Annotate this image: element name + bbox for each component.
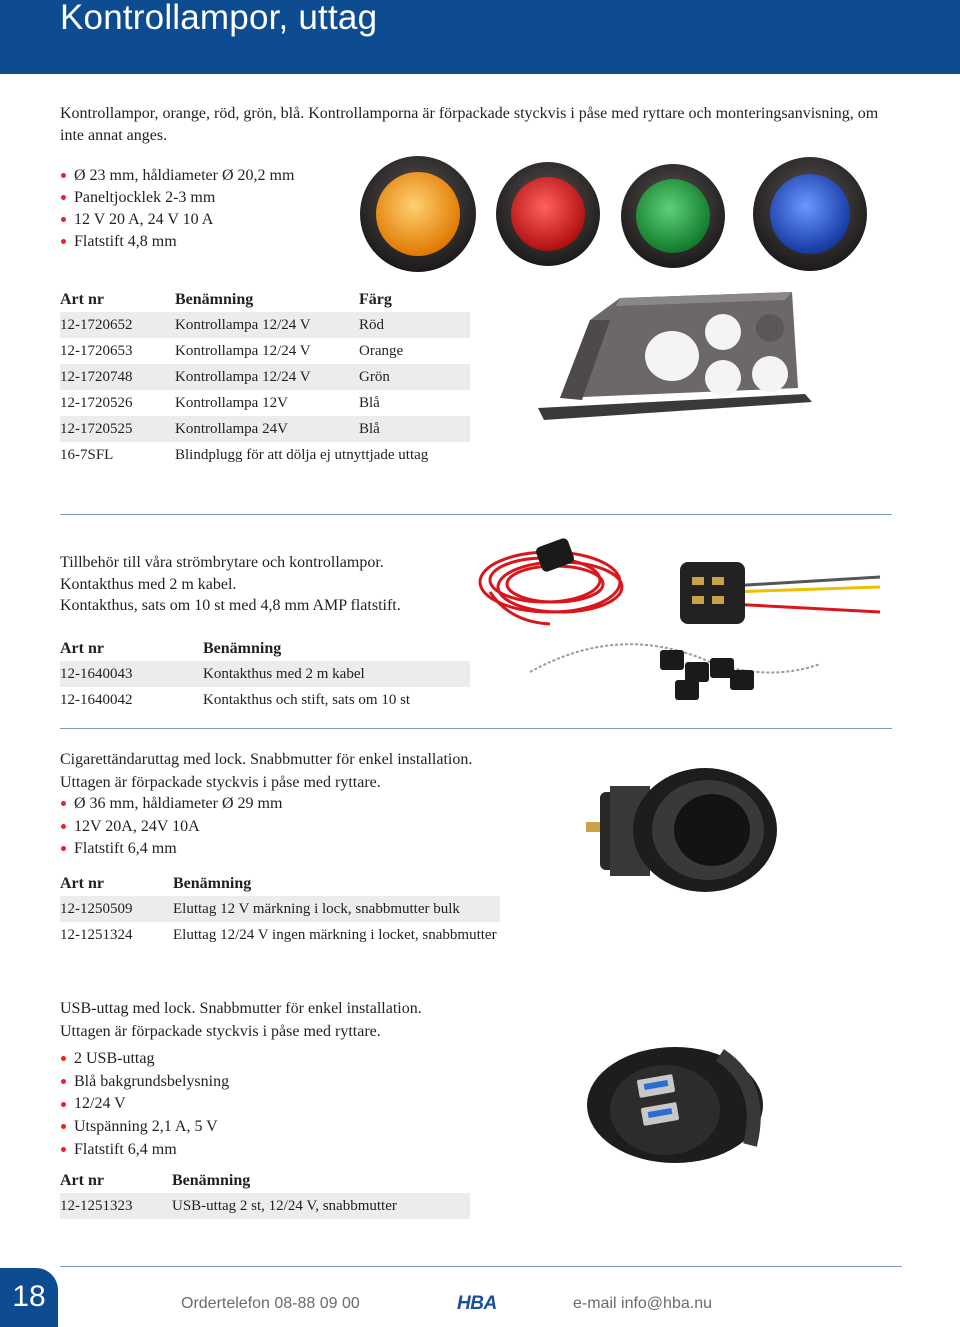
table-row bbox=[60, 416, 470, 442]
cell-art: 12-1640043 bbox=[60, 661, 203, 687]
table-row bbox=[60, 442, 470, 468]
cell-art: 12-1720653 bbox=[60, 342, 133, 359]
brand-logo: HBA bbox=[457, 1293, 497, 1314]
page-header bbox=[0, 0, 960, 74]
table-row bbox=[60, 661, 470, 687]
bullet-item: Flatstift 6,4 mm bbox=[60, 1139, 229, 1162]
cell-name: USB-uttag 2 st, 12/24 V, snabbmutter bbox=[172, 1193, 470, 1219]
page-number: 18 bbox=[0, 1268, 58, 1327]
col-header-art: Art nr bbox=[60, 874, 104, 892]
lamp-orange bbox=[360, 156, 476, 272]
section4-bullets bbox=[60, 1048, 229, 1162]
footer-email[interactable]: e-mail info@hba.nu bbox=[573, 1295, 712, 1312]
usb-socket-image bbox=[580, 1035, 770, 1165]
cell-name: Kontrollampa 12V bbox=[175, 394, 288, 411]
bullet-item: 12/24 V bbox=[60, 1093, 229, 1116]
lamp-table bbox=[60, 287, 470, 468]
col-header-art: Art nr bbox=[60, 1171, 104, 1189]
text-line: Uttagen är förpackade styckvis i påse med ryttare. bbox=[60, 773, 381, 791]
usb-socket-table bbox=[60, 1168, 470, 1219]
lamp-red bbox=[496, 162, 600, 266]
text-line: Kontakthus med 2 m kabel. bbox=[60, 575, 237, 593]
table-header-row bbox=[60, 871, 500, 896]
cell-art: 12-1250509 bbox=[60, 896, 173, 922]
cell-color: Grön bbox=[359, 364, 470, 390]
lamps-image bbox=[358, 150, 878, 282]
section3-text bbox=[60, 749, 472, 794]
cell-color: Orange bbox=[359, 342, 404, 359]
col-header-art: Art nr bbox=[60, 639, 104, 657]
bullet-item: 12 V 20 A, 24 V 10 A bbox=[60, 209, 294, 231]
bullet-item: Paneltjocklek 2-3 mm bbox=[60, 187, 294, 209]
section3-bullets bbox=[60, 793, 282, 861]
col-header-art: Art nr bbox=[60, 290, 104, 308]
text-line: Kontakthus, sats om 10 st med 4,8 mm AMP flatstift. bbox=[60, 597, 401, 614]
cell-art: 12-1720652 bbox=[60, 312, 175, 338]
cell-art: 12-1720525 bbox=[60, 416, 175, 442]
bullet-item: Ø 23 mm, håldiameter Ø 20,2 mm bbox=[60, 165, 294, 187]
table-row bbox=[60, 1193, 470, 1219]
table-header-row bbox=[60, 287, 470, 312]
cell-name: Kontrollampa 12/24 V bbox=[175, 364, 359, 390]
cell-art: 12-1251324 bbox=[60, 926, 133, 943]
lamp-blue bbox=[753, 157, 867, 271]
cell-name: Kontrollampa 24V bbox=[175, 416, 359, 442]
cell-art: 12-1720526 bbox=[60, 394, 133, 411]
col-header-name: Benämning bbox=[173, 874, 252, 892]
text-line: USB-uttag med lock. Snabbmutter för enkel installation. bbox=[60, 1000, 422, 1017]
table-row bbox=[60, 687, 470, 713]
col-header-name: Benämning bbox=[175, 290, 254, 308]
bullet-item: 12V 20A, 24V 10A bbox=[60, 816, 282, 839]
table-row bbox=[60, 390, 470, 416]
panel-housing-image bbox=[530, 290, 815, 425]
cell-color: Röd bbox=[359, 312, 470, 338]
table-row bbox=[60, 364, 470, 390]
cable-table bbox=[60, 636, 470, 713]
lamp-green bbox=[621, 164, 725, 268]
col-header-color: Färg bbox=[359, 290, 392, 308]
cell-art: 12-1720748 bbox=[60, 364, 175, 390]
table-header-row bbox=[60, 636, 470, 661]
table-header-row bbox=[60, 1168, 470, 1193]
section-divider bbox=[60, 514, 892, 515]
cell-name: Blindplugg för att dölja ej utnyttjade uttag bbox=[175, 446, 429, 463]
page-title: Kontrollampor, uttag bbox=[60, 0, 378, 37]
cigarette-socket-image bbox=[580, 762, 805, 897]
footer-phone: Ordertelefon 08-88 09 00 bbox=[181, 1295, 360, 1312]
cell-art: 12-1251323 bbox=[60, 1193, 172, 1219]
section1-intro: Kontrollampor, orange, röd, grön, blå. Kontrollamporna är förpackade styckvis i påse med ryttare och monteringsanvisning, om inte annat anges. bbox=[60, 105, 879, 144]
cell-name: Kontrollampa 12/24 V bbox=[175, 342, 311, 359]
table-row bbox=[60, 312, 470, 338]
section2-text bbox=[60, 552, 401, 617]
cell-name: Kontrollampa 12/24 V bbox=[175, 312, 359, 338]
cable-image bbox=[470, 532, 890, 712]
cell-color: Blå bbox=[359, 416, 470, 442]
bullet-item: Utspänning 2,1 A, 5 V bbox=[60, 1116, 229, 1139]
text-line: Cigarettändaruttag med lock. Snabbmutter för enkel installation. bbox=[60, 751, 473, 768]
cigarette-socket-table bbox=[60, 871, 500, 948]
bullet-item: Blå bakgrundsbelysning bbox=[60, 1071, 229, 1094]
table-row bbox=[60, 896, 500, 922]
section-divider bbox=[60, 728, 892, 729]
footer-divider bbox=[60, 1266, 902, 1267]
bullet-item: Flatstift 4,8 mm bbox=[60, 231, 294, 253]
bullet-item: Flatstift 6,4 mm bbox=[60, 838, 282, 861]
section1-bullets bbox=[60, 165, 294, 253]
table-row bbox=[60, 922, 500, 948]
bullet-item: 2 USB-uttag bbox=[60, 1048, 229, 1071]
col-header-name: Benämning bbox=[203, 639, 282, 657]
cell-name: Kontakthus och stift, sats om 10 st bbox=[203, 691, 411, 708]
col-header-name: Benämning bbox=[172, 1171, 251, 1189]
cell-art: 16-7SFL bbox=[60, 446, 114, 463]
text-line: Uttagen är förpackade styckvis i påse med ryttare. bbox=[60, 1022, 381, 1040]
cell-name: Eluttag 12/24 V ingen märkning i locket, snabbmutter bbox=[173, 926, 497, 943]
table-row bbox=[60, 338, 470, 364]
bullet-item: Ø 36 mm, håldiameter Ø 29 mm bbox=[60, 793, 282, 816]
cell-name: Kontakthus med 2 m kabel bbox=[203, 661, 470, 687]
cell-color: Blå bbox=[359, 394, 380, 411]
section4-text bbox=[60, 998, 422, 1043]
cell-art: 12-1640042 bbox=[60, 691, 133, 708]
cell-name: Eluttag 12 V märkning i lock, snabbmutter bulk bbox=[173, 896, 500, 922]
text-line: Tillbehör till våra strömbrytare och kontrollampor. bbox=[60, 554, 384, 571]
